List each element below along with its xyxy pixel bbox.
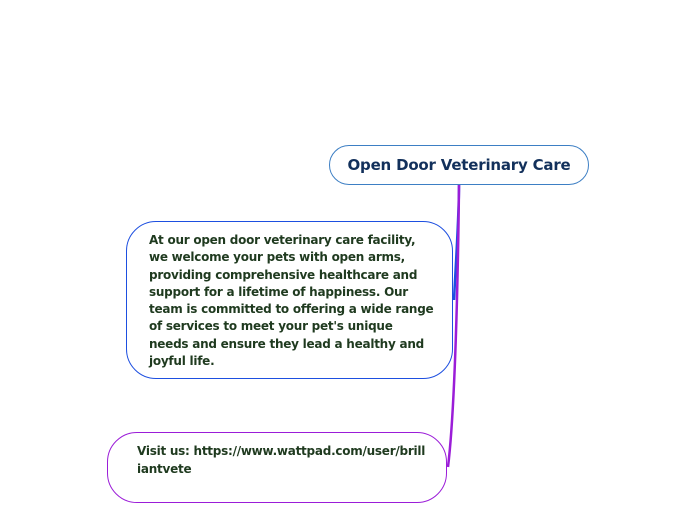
branch-visit-text: Visit us: https://www.wattpad.com/user/brilliantvete (137, 444, 426, 476)
root-node[interactable] (329, 145, 589, 185)
root-title: Open Door Veterinary Care (347, 156, 571, 174)
connector-root-to-about (454, 185, 459, 300)
branch-node-visit[interactable] (107, 432, 447, 503)
branch-about-text: At our open door veterinary care facility, we welcome your pets with open arms, providing comprehensive healthcare and support for a lifetime of happiness. Our team is committed to offering a wide range of services to meet your pet's unique needs and ensure they lead a healthy and joyful life. (149, 233, 434, 369)
branch-node-about[interactable] (126, 221, 453, 379)
